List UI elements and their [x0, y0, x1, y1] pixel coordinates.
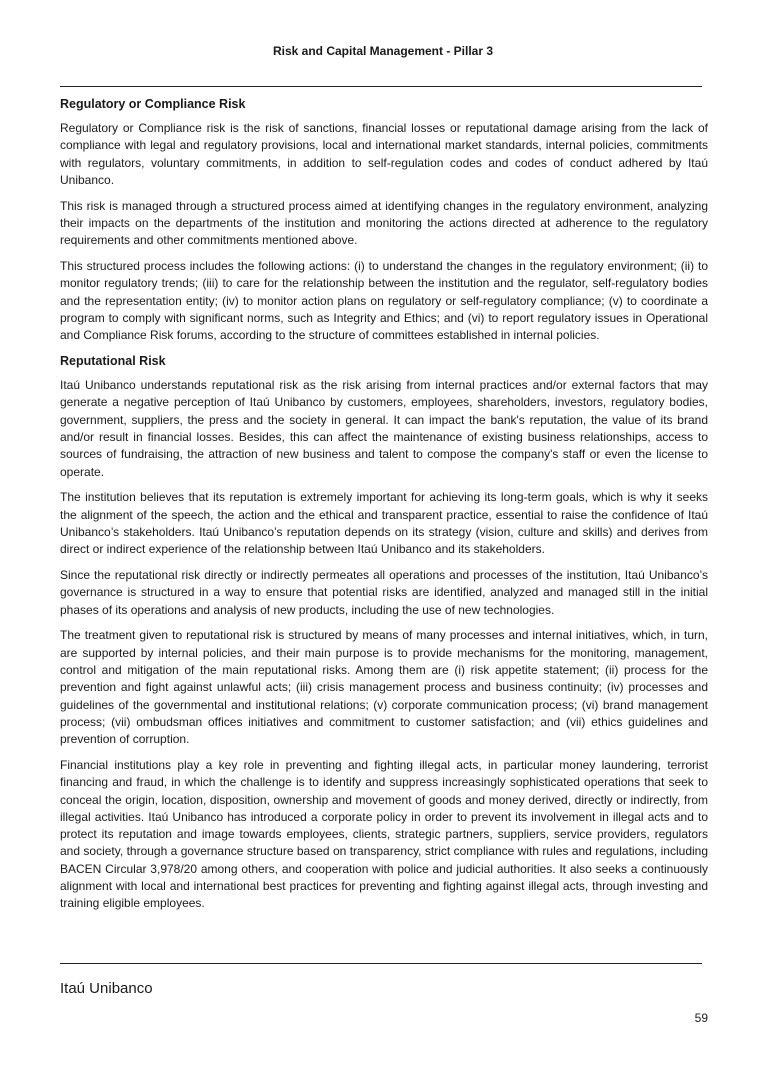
paragraph: The institution believes that its reputation is extremely important for achieving its long-term goals, which is why it seeks the alignment of the speech, the action and the ethical and transparent practice, essential to raise the confidence of Itaú Unibanco’s stakeholders. Itaú Unibanco’s reputation depends on its strategy (vision, culture and skills) and derives from direct or indirect experience of the relationship between Itaú Unibanco and its stakeholders.	[60, 490, 708, 557]
paragraph: Since the reputational risk directly or indirectly permeates all operations and processes of the institution, Itaú Unibanco’s governance is structured in a way to ensure that potential risks are identified, analyzed and managed still in the initial phases of its operations and analysis of new products, including the use of new technologies.	[60, 568, 708, 617]
page-content	[60, 96, 708, 921]
section-heading: Regulatory or Compliance Risk	[60, 97, 246, 111]
footer-divider	[60, 963, 702, 964]
page-header-title: Risk and Capital Management - Pillar 3	[272, 44, 494, 58]
regulatory-risk-section	[60, 96, 708, 345]
reputational-risk-section	[60, 353, 708, 913]
paragraph: Financial institutions play a key role in preventing and fighting illegal acts, in particular money laundering, terrorist financing and fraud, in which the challenge is to identify and suppress increasingly sophisticated operations that seek to conceal the origin, location, disposition, ownership and movement of goods and money derived, directly or indirectly, from illegal activities. Itaú Unibanco has introduced a corporate policy in order to prevent its involvement in illegal acts and to protect its reputation and image towards employees, clients, strategic partners, suppliers, service providers, regulators and society, through a governance structure based on transparency, strict compliance with rules and regulations, including BACEN Circular 3,978/20 among others, and cooperation with police and judicial authorities. It also seeks a continuously alignment with local and international best practices for preventing and fighting against illegal acts, through investing and training eligible employees.	[60, 758, 708, 911]
section-heading: Reputational Risk	[60, 354, 166, 369]
footer-company-name: Itaú Unibanco	[60, 980, 153, 997]
page-number: 59	[694, 1011, 708, 1025]
paragraph: Itaú Unibanco understands reputational risk as the risk arising from internal practices and/or external factors that may generate a negative perception of Itaú Unibanco by customers, employees, shareholders, investors, regulatory bodies, government, suppliers, the press and the society in general. It can impact the bank's reputation, the value of its brand and/or result in financial losses. Besides, this can affect the maintenance of existing business relationships, access to sources of fundraising, the attraction of new business and talent to compose the company's staff or even the license to operate.	[60, 378, 708, 479]
paragraph: The treatment given to reputational risk is structured by means of many processes and internal initiatives, which, in turn, are supported by internal policies, and their main purpose is to provide mechanisms for the monitoring, management, control and mitigation of the main reputational risks. Among them are (i) risk appetite statement; (ii) process for the prevention and fight against unlawful acts; (iii) crisis management process and business continuity; (iv) processes and guidelines of the governmental and institutional relations; (v) corporate communication process; (vi) brand management process; (vii) ombudsman offices initiatives and commitment to customer satisfaction; and (vii) ethics guidelines and prevention of corruption.	[60, 628, 708, 747]
paragraph: This structured process includes the following actions: (i) to understand the changes in the regulatory environment; (ii) to monitor regulatory trends; (iii) to care for the relationship between the institution and the regulator, self-regulatory bodies and the representation entity; (iv) to monitor action plans on regulatory or self-regulatory compliance; (v) to coordinate a program to comply with significant norms, such as Integrity and Ethics; and (vi) to report regulatory issues in Operational and Compliance Risk forums, according to the structure of committees established in internal policies.	[60, 259, 708, 343]
paragraph: Regulatory or Compliance risk is the risk of sanctions, financial losses or reputational damage arising from the lack of compliance with legal and regulatory provisions, local and international market standards, internal policies, commitments with regulators, voluntary commitments, in addition to self-regulation codes and codes of conduct adhered by Itaú Unibanco.	[60, 121, 708, 187]
paragraph: This risk is managed through a structured process aimed at identifying changes in the regulatory environment, analyzing their impacts on the departments of the institution and monitoring the actions directed at adherence to the regulatory requirements and other commitments mentioned above.	[60, 198, 708, 248]
header-divider	[60, 86, 702, 87]
